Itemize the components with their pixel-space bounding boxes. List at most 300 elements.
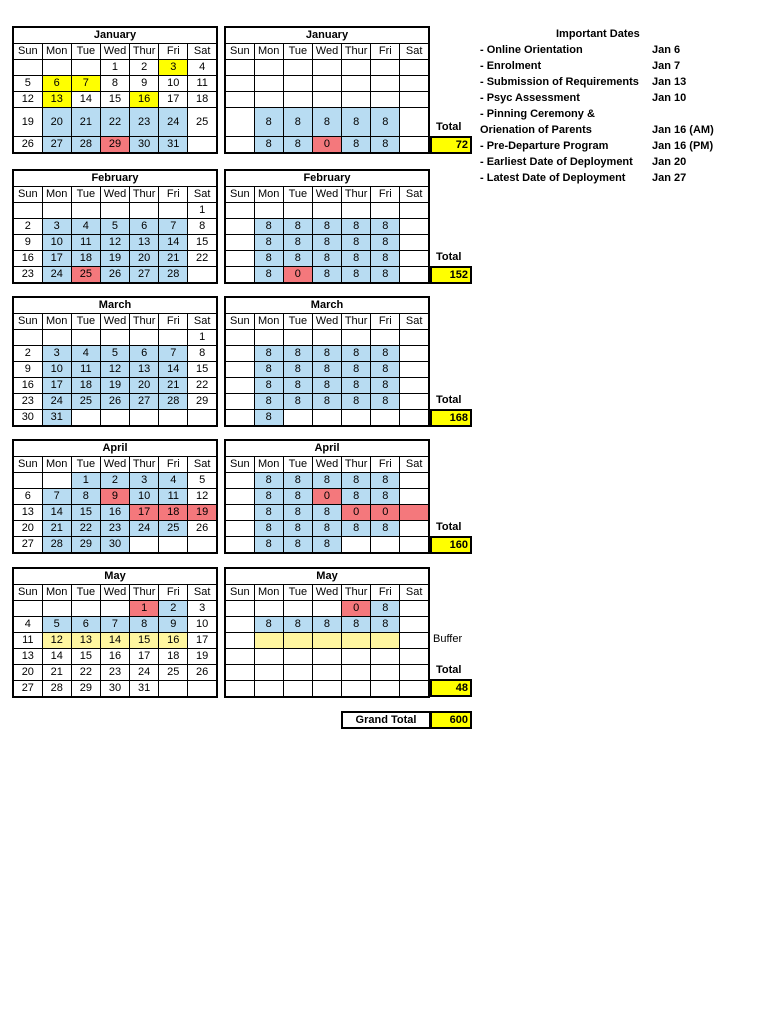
hours-cell (225, 203, 254, 219)
week-row (225, 410, 429, 427)
day-cell: 16 (100, 649, 129, 665)
hours-cell (342, 537, 371, 554)
week-row (225, 489, 429, 505)
weekday-header: Sat (400, 314, 429, 330)
day-cell: 26 (188, 665, 217, 681)
day-cell: 28 (42, 537, 71, 554)
week-row (13, 633, 217, 649)
day-cell: 19 (13, 108, 42, 137)
hours-cell: 8 (312, 362, 341, 378)
hours-cell (254, 92, 283, 108)
hours-cell (400, 92, 429, 108)
hours-cell (371, 203, 400, 219)
week-row (13, 665, 217, 681)
week-row (225, 394, 429, 410)
important-date-value: Jan 6 (652, 44, 681, 56)
hours-cell (312, 665, 341, 681)
day-cell: 21 (159, 378, 188, 394)
week-row (225, 362, 429, 378)
hours-cell (342, 330, 371, 346)
week-row (13, 330, 217, 346)
day-cell: 6 (130, 346, 159, 362)
day-cell: 28 (71, 137, 100, 154)
hours-cell (400, 489, 429, 505)
hours-cell: 8 (371, 108, 400, 137)
important-date-label-cont: Orienation of Parents (480, 124, 592, 136)
hours-cell: 8 (283, 137, 312, 154)
weekday-header: Thur (130, 44, 159, 60)
hours-cell (225, 537, 254, 554)
hours-cell: 8 (342, 267, 371, 284)
hours-cell (400, 394, 429, 410)
day-cell: 17 (42, 378, 71, 394)
hours-cell (225, 617, 254, 633)
day-cell: 24 (130, 665, 159, 681)
hours-cell: 8 (254, 108, 283, 137)
hours-cell (225, 108, 254, 137)
day-cell: 4 (13, 617, 42, 633)
weekday-header: Wed (312, 585, 341, 601)
day-cell: 29 (188, 394, 217, 410)
day-cell (159, 410, 188, 427)
day-cell (159, 330, 188, 346)
hours-cell: 8 (283, 521, 312, 537)
day-cell: 24 (42, 394, 71, 410)
hours-cell: 8 (371, 346, 400, 362)
day-cell: 1 (188, 330, 217, 346)
hours-cell (371, 649, 400, 665)
day-cell: 26 (100, 267, 129, 284)
weekday-header: Sat (400, 187, 429, 203)
hours-cell (342, 681, 371, 698)
month-total-label: Total (436, 251, 462, 263)
hours-cell: 8 (254, 251, 283, 267)
week-row (225, 649, 429, 665)
hours-cell: 8 (371, 219, 400, 235)
hours-cell: 0 (312, 489, 341, 505)
weekday-header: Sun (225, 314, 254, 330)
day-cell (188, 681, 217, 698)
weekday-header: Tue (283, 314, 312, 330)
week-row (13, 219, 217, 235)
hours-cell: 8 (371, 137, 400, 154)
day-cell: 27 (13, 681, 42, 698)
day-cell: 22 (188, 378, 217, 394)
hours-cell (400, 362, 429, 378)
day-cell: 4 (159, 473, 188, 489)
day-cell: 8 (188, 346, 217, 362)
week-row (225, 108, 429, 137)
weekday-header: Sat (188, 457, 217, 473)
day-cell: 27 (130, 267, 159, 284)
day-cell: 20 (130, 251, 159, 267)
day-cell: 4 (71, 346, 100, 362)
hours-cell: 8 (371, 251, 400, 267)
hours-cell (342, 649, 371, 665)
day-cell: 11 (71, 362, 100, 378)
day-cell: 3 (130, 473, 159, 489)
day-cell: 3 (159, 60, 188, 76)
day-cell (130, 537, 159, 554)
day-cell: 18 (71, 251, 100, 267)
hours-cell: 8 (342, 235, 371, 251)
day-cell: 26 (13, 137, 42, 154)
day-cell: 5 (100, 346, 129, 362)
day-cell: 31 (130, 681, 159, 698)
day-cell: 7 (100, 617, 129, 633)
day-cell: 1 (130, 601, 159, 617)
week-row (13, 410, 217, 427)
weekday-header: Mon (42, 187, 71, 203)
hours-cell: 8 (254, 346, 283, 362)
month-total-label: Total (436, 121, 462, 133)
day-cell (42, 601, 71, 617)
weekday-header: Fri (371, 585, 400, 601)
weekday-header: Sun (13, 314, 42, 330)
day-cell: 6 (130, 219, 159, 235)
hours-cell (225, 521, 254, 537)
hours-cell (400, 108, 429, 137)
buffer-label: Buffer (433, 633, 463, 645)
day-cell: 18 (188, 92, 217, 108)
weekday-header: Thur (342, 585, 371, 601)
hours-cell: 8 (312, 108, 341, 137)
hours-cell (225, 362, 254, 378)
hours-cell: 0 (312, 137, 341, 154)
day-cell (188, 137, 217, 154)
important-dates-title: Important Dates (556, 28, 640, 40)
hours-cell: 8 (312, 219, 341, 235)
day-cell: 10 (42, 235, 71, 251)
weekday-header: Thur (342, 314, 371, 330)
day-cell: 30 (100, 681, 129, 698)
hours-cell (254, 330, 283, 346)
hours-cell (400, 60, 429, 76)
day-cell: 14 (100, 633, 129, 649)
day-cell: 1 (100, 60, 129, 76)
hours-cell: 8 (312, 617, 341, 633)
weekday-header: Fri (159, 585, 188, 601)
weekday-header: Sun (13, 187, 42, 203)
day-cell: 9 (13, 235, 42, 251)
day-cell: 12 (100, 362, 129, 378)
hours-cell: 8 (283, 489, 312, 505)
march-calendar-table (12, 296, 218, 427)
day-cell: 23 (13, 267, 42, 284)
hours-cell: 8 (283, 473, 312, 489)
day-cell: 30 (100, 537, 129, 554)
hours-cell (225, 633, 254, 649)
hours-cell: 8 (283, 251, 312, 267)
hours-cell: 8 (312, 521, 341, 537)
important-date-value: Jan 27 (652, 172, 687, 184)
hours-cell: 8 (254, 378, 283, 394)
day-cell: 25 (71, 267, 100, 284)
day-cell (13, 203, 42, 219)
important-date-label: - Psyc Assessment (480, 92, 580, 104)
day-cell (188, 267, 217, 284)
day-cell: 19 (188, 505, 217, 521)
day-cell: 21 (159, 251, 188, 267)
hours-cell (342, 76, 371, 92)
month-total-value: 72 (430, 136, 472, 154)
hours-cell (225, 60, 254, 76)
day-cell (42, 203, 71, 219)
hours-cell: 8 (312, 378, 341, 394)
hours-cell: 8 (342, 346, 371, 362)
day-cell: 5 (13, 76, 42, 92)
day-cell (71, 203, 100, 219)
day-cell: 5 (188, 473, 217, 489)
day-cell: 31 (159, 137, 188, 154)
hours-cell (371, 665, 400, 681)
hours-cell (254, 76, 283, 92)
day-cell: 24 (159, 108, 188, 137)
important-date-label: - Earliest Date of Deployment (480, 156, 633, 168)
week-row (225, 219, 429, 235)
day-cell: 19 (100, 378, 129, 394)
day-cell: 10 (188, 617, 217, 633)
hours-cell: 8 (371, 601, 400, 617)
day-cell: 15 (130, 633, 159, 649)
hours-cell (400, 617, 429, 633)
day-cell: 9 (13, 362, 42, 378)
hours-cell (400, 505, 429, 521)
hours-cell: 0 (371, 505, 400, 521)
weekday-header: Fri (159, 314, 188, 330)
day-cell: 30 (13, 410, 42, 427)
day-cell: 11 (188, 76, 217, 92)
hours-cell (283, 92, 312, 108)
hours-cell (371, 537, 400, 554)
weekday-header: Tue (283, 187, 312, 203)
day-cell: 16 (100, 505, 129, 521)
hours-cell: 8 (371, 473, 400, 489)
day-cell: 15 (71, 505, 100, 521)
hours-cell (254, 633, 283, 649)
day-cell: 15 (188, 235, 217, 251)
hours-cell (283, 665, 312, 681)
week-row (225, 346, 429, 362)
hours-cell (371, 330, 400, 346)
weekday-header: Thur (342, 457, 371, 473)
week-row (13, 346, 217, 362)
weekday-header: Wed (312, 44, 341, 60)
week-row (225, 235, 429, 251)
hours-cell (254, 601, 283, 617)
week-row (13, 489, 217, 505)
hours-cell (225, 137, 254, 154)
day-cell: 14 (71, 92, 100, 108)
day-cell: 30 (130, 137, 159, 154)
weekday-header: Sat (188, 44, 217, 60)
weekday-header: Mon (42, 585, 71, 601)
weekday-header: Mon (42, 457, 71, 473)
hours-cell: 8 (254, 410, 283, 427)
weekday-header: Thur (130, 457, 159, 473)
hours-cell: 8 (371, 489, 400, 505)
hours-cell (342, 203, 371, 219)
week-row (225, 617, 429, 633)
day-cell: 3 (42, 219, 71, 235)
weekday-header: Sun (225, 585, 254, 601)
day-cell (188, 537, 217, 554)
day-cell: 3 (42, 346, 71, 362)
day-cell: 2 (159, 601, 188, 617)
january-hours-table (224, 26, 430, 154)
day-cell: 7 (159, 219, 188, 235)
hours-cell (225, 665, 254, 681)
hours-cell (283, 681, 312, 698)
month-total-value: 48 (430, 679, 472, 697)
weekday-header: Mon (42, 314, 71, 330)
day-cell: 13 (42, 92, 71, 108)
day-cell: 21 (71, 108, 100, 137)
day-cell: 12 (42, 633, 71, 649)
weekday-header: Fri (371, 457, 400, 473)
weekday-header: Wed (100, 585, 129, 601)
month-title: May (225, 568, 429, 585)
week-row (13, 681, 217, 698)
weekday-header: Tue (283, 585, 312, 601)
important-date-label: - Submission of Requirements (480, 76, 639, 88)
hours-cell: 8 (312, 473, 341, 489)
weekday-header: Wed (312, 457, 341, 473)
week-row (225, 601, 429, 617)
weekday-header: Sat (188, 585, 217, 601)
hours-cell (225, 473, 254, 489)
day-cell: 29 (71, 681, 100, 698)
weekday-header: Tue (71, 457, 100, 473)
hours-cell: 8 (254, 489, 283, 505)
day-cell (130, 410, 159, 427)
hours-cell: 8 (312, 346, 341, 362)
day-cell: 16 (13, 378, 42, 394)
hours-cell: 8 (371, 521, 400, 537)
weekday-header: Thur (342, 44, 371, 60)
day-cell: 31 (42, 410, 71, 427)
hours-cell (371, 76, 400, 92)
important-date-value: Jan 13 (652, 76, 687, 88)
hours-cell (400, 681, 429, 698)
day-cell: 23 (130, 108, 159, 137)
day-cell: 6 (71, 617, 100, 633)
day-cell: 4 (188, 60, 217, 76)
day-cell (159, 537, 188, 554)
weekday-header: Sun (13, 44, 42, 60)
weekday-header: Wed (100, 187, 129, 203)
hours-cell: 8 (312, 505, 341, 521)
month-total-label: Total (436, 521, 462, 533)
hours-cell (254, 203, 283, 219)
day-cell: 16 (13, 251, 42, 267)
hours-cell (225, 410, 254, 427)
week-row (13, 617, 217, 633)
day-cell: 28 (42, 681, 71, 698)
hours-cell: 8 (312, 267, 341, 284)
hours-cell (283, 60, 312, 76)
day-cell: 2 (130, 60, 159, 76)
week-row (13, 601, 217, 617)
month-total-value: 152 (430, 266, 472, 284)
hours-cell: 8 (254, 137, 283, 154)
day-cell: 18 (159, 649, 188, 665)
day-cell (13, 601, 42, 617)
hours-cell (312, 203, 341, 219)
day-cell: 11 (71, 235, 100, 251)
important-date-label: - Pre-Departure Program (480, 140, 609, 152)
day-cell: 13 (130, 235, 159, 251)
week-row (225, 267, 429, 284)
day-cell: 25 (159, 665, 188, 681)
day-cell: 13 (130, 362, 159, 378)
hours-cell (283, 76, 312, 92)
hours-cell: 8 (342, 489, 371, 505)
day-cell: 9 (159, 617, 188, 633)
hours-cell: 8 (312, 394, 341, 410)
weekday-header: Thur (130, 585, 159, 601)
day-cell: 25 (188, 108, 217, 137)
weekday-header: Wed (312, 187, 341, 203)
day-cell: 27 (13, 537, 42, 554)
hours-cell (400, 410, 429, 427)
hours-cell: 0 (342, 505, 371, 521)
month-title: January (13, 27, 217, 44)
hours-cell (400, 633, 429, 649)
hours-cell (225, 394, 254, 410)
hours-cell (225, 681, 254, 698)
hours-cell (225, 235, 254, 251)
weekday-header: Sun (13, 457, 42, 473)
day-cell: 18 (71, 378, 100, 394)
hours-cell (225, 489, 254, 505)
weekday-header: Tue (71, 314, 100, 330)
hours-cell (400, 346, 429, 362)
hours-cell (254, 665, 283, 681)
day-cell: 2 (100, 473, 129, 489)
hours-cell (225, 76, 254, 92)
day-cell (13, 330, 42, 346)
hours-cell (225, 219, 254, 235)
week-row (225, 633, 429, 649)
day-cell: 8 (130, 617, 159, 633)
day-cell: 22 (71, 521, 100, 537)
hours-cell (400, 473, 429, 489)
hours-cell (312, 410, 341, 427)
hours-cell: 8 (342, 108, 371, 137)
hours-cell (254, 60, 283, 76)
hours-cell (254, 681, 283, 698)
january-calendar-table (12, 26, 218, 154)
weekday-header: Sat (400, 457, 429, 473)
weekday-header: Sun (225, 44, 254, 60)
day-cell: 3 (188, 601, 217, 617)
hours-cell (400, 649, 429, 665)
week-row (13, 394, 217, 410)
day-cell (71, 410, 100, 427)
day-cell: 13 (71, 633, 100, 649)
day-cell (159, 681, 188, 698)
day-cell: 9 (100, 489, 129, 505)
week-row (225, 537, 429, 554)
may-hours-table (224, 567, 430, 698)
hours-cell: 0 (283, 267, 312, 284)
weekday-header: Tue (71, 585, 100, 601)
important-date-value: Jan 16 (PM) (652, 140, 714, 152)
day-cell: 7 (42, 489, 71, 505)
day-cell: 29 (100, 137, 129, 154)
hours-cell: 8 (254, 617, 283, 633)
